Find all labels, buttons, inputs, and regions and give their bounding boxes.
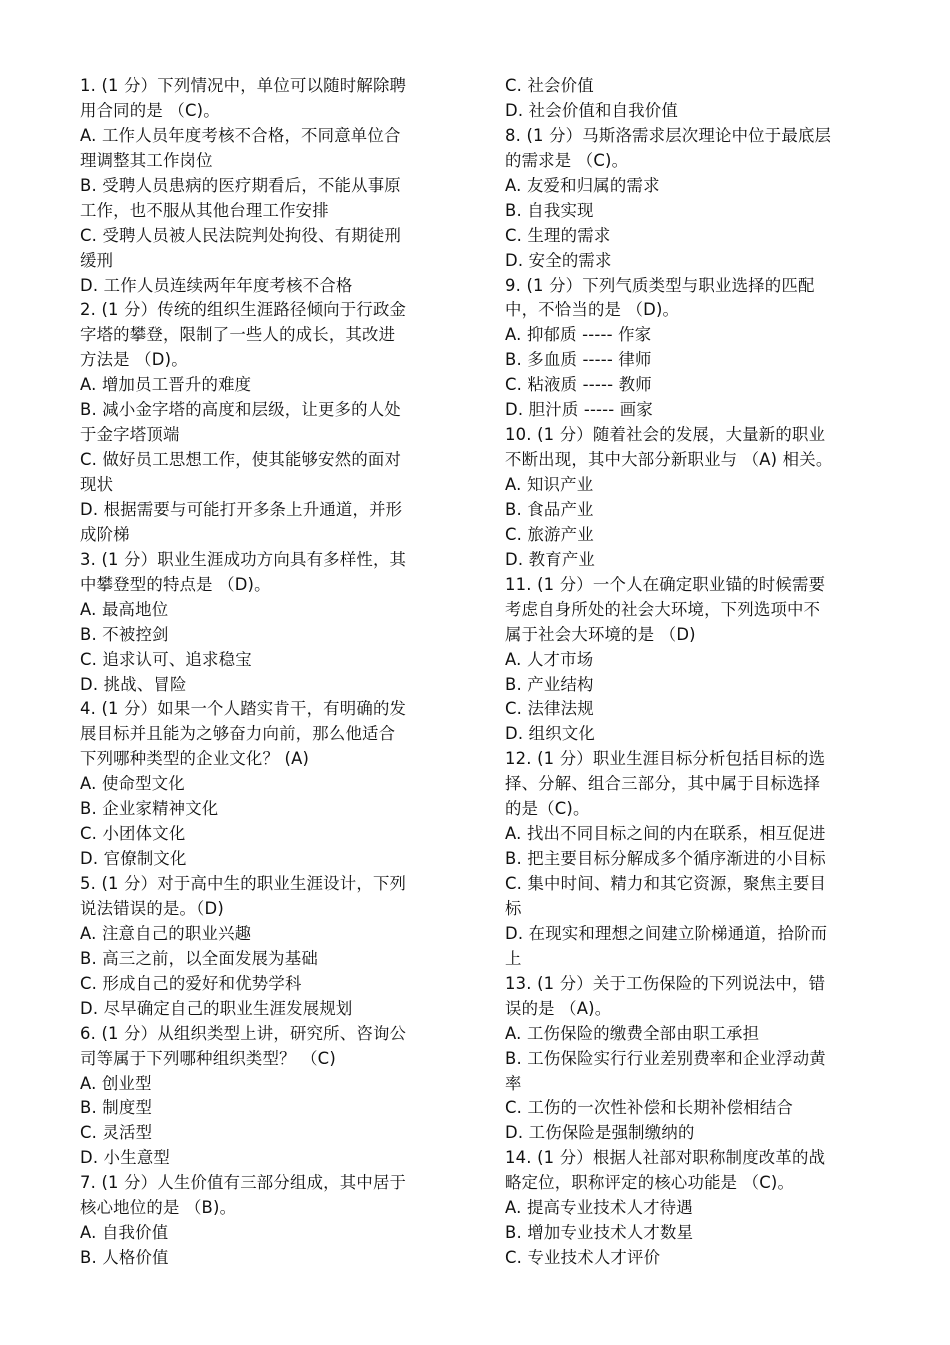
- text-line: B. 制度型: [80, 1098, 153, 1118]
- text-line: C. 粘液质 ----- 教师: [505, 375, 652, 395]
- text-line: 现状: [80, 475, 114, 494]
- text-line: 的是（C)。: [505, 799, 590, 819]
- text-line: D. 官僚制文化: [80, 849, 187, 869]
- text-line: C. 做好员工思想工作，使其能够安然的面对: [80, 450, 402, 470]
- text-line: 10. (1 分）随着社会的发展，大量新的职业: [505, 425, 826, 445]
- text-line: C. 专业技术人才评价: [505, 1248, 661, 1268]
- text-line: 14. (1 分）根据人社部对职称制度改革的战: [505, 1148, 826, 1168]
- text-line: 2. (1 分）传统的组织生涯路径倾向于行政金: [80, 300, 407, 320]
- text-line: 司等属于下列哪种组织类型？ （C): [80, 1048, 336, 1068]
- text-line: 9. (1 分）下列气质类型与职业选择的匹配: [505, 275, 815, 295]
- text-line: B. 高三之前，以全面发展为基础: [80, 948, 318, 968]
- text-line: 3. (1 分）职业生涯成功方向具有多样性，其: [80, 549, 407, 569]
- text-line: C. 集中时间、精力和其它资源，聚焦主要目: [505, 874, 827, 893]
- text-line: C. 生理的需求: [505, 225, 611, 245]
- left-text-column: [80, 74, 450, 1271]
- text-line: 1. (1 分）下列情况中，单位可以随时解除聘: [80, 76, 407, 95]
- text-line: B. 增加专业技术人才数星: [505, 1223, 694, 1243]
- text-line: 用合同的是 （C)。: [80, 100, 220, 120]
- text-line: D. 小生意型: [80, 1148, 171, 1168]
- text-line: B. 自我实现: [505, 200, 594, 220]
- text-line: B. 受聘人员患病的医疗期看后，不能从事原: [80, 175, 401, 195]
- text-line: 12. (1 分）职业生涯目标分析包括目标的选: [505, 749, 826, 769]
- text-line: 核心地位的是 （B)。: [80, 1198, 237, 1218]
- text-line: 上: [505, 948, 522, 968]
- text-line: C. 形成自己的爱好和优势学科: [80, 973, 302, 993]
- text-line: B. 人格价值: [80, 1248, 169, 1268]
- text-line: D. 组织文化: [505, 724, 596, 744]
- text-line: B. 把主要目标分解成多个循序渐进的小目标: [505, 849, 826, 869]
- text-line: 13. (1 分）关于工伤保险的下列说法中，错: [505, 973, 826, 993]
- text-line: 8. (1 分）马斯洛需求层次理论中位于最底层: [505, 125, 832, 145]
- text-line: 率: [505, 1073, 522, 1093]
- text-line: C. 法律法规: [505, 699, 594, 719]
- text-line: B. 不被控剑: [80, 624, 169, 644]
- text-line: A. 注意自己的职业兴趣: [80, 923, 252, 943]
- text-line: A. 抑郁质 ----- 作家: [505, 325, 652, 345]
- right-text-column: [505, 74, 875, 1271]
- text-line: D. 挑战、冒险: [80, 674, 187, 694]
- text-line: B. 减小金字塔的高度和层级，让更多的人处: [80, 400, 401, 420]
- text-line: 工作，也不服从其他台理工作安排: [80, 200, 329, 220]
- text-line: A. 增加员工晋升的难度: [80, 375, 252, 395]
- text-line: D. 社会价值和自我价值: [505, 100, 678, 120]
- text-line: 字塔的攀登，限制了一些人的成长，其改进: [80, 325, 396, 345]
- text-line: 说法错误的是。（D): [80, 898, 224, 918]
- text-line: A. 自我价值: [80, 1223, 169, 1243]
- text-line: C. 社会价值: [505, 76, 594, 95]
- text-line: B. 多血质 ----- 律师: [505, 350, 652, 370]
- text-line: A. 工作人员年度考核不合格，不同意单位合: [80, 125, 401, 145]
- text-line: 理调整其工作岗位: [80, 150, 213, 170]
- text-line: 方法是 （D)。: [80, 350, 188, 370]
- text-line: 误的是 （A)。: [505, 998, 612, 1018]
- text-line: B. 食品产业: [505, 499, 594, 519]
- text-line: A. 友爱和归属的需求: [505, 175, 660, 195]
- text-line: 的需求是 （C)。: [505, 150, 629, 170]
- text-line: 11. (1 分）一个人在确定职业锚的时候需要: [505, 574, 826, 594]
- text-line: 属于社会大环境的是 （D): [505, 624, 696, 644]
- text-line: 下列哪种类型的企业文化？ (A): [80, 749, 310, 769]
- text-line: D. 根据需要与可能打开多条上升通道，并形: [80, 499, 403, 519]
- text-line: 择、分解、组合三部分，其中属于目标选择: [505, 774, 821, 794]
- text-line: D. 工伤保险是强制缴纳的: [505, 1123, 695, 1143]
- text-line: D. 工作人员连续两年年度考核不合格: [80, 275, 353, 295]
- text-line: C. 小团体文化: [80, 824, 186, 844]
- text-line: 6. (1 分）从组织类型上讲，研究所、咨询公: [80, 1023, 407, 1043]
- text-line: D. 胆汁质 ----- 画家: [505, 400, 653, 420]
- text-line: 于金字塔顶端: [80, 425, 180, 445]
- text-line: 展目标并且能为之够奋力向前，那么他适合: [80, 724, 396, 744]
- text-line: 5. (1 分）对于高中生的职业生涯设计，下列: [80, 874, 407, 893]
- text-line: D. 教育产业: [505, 549, 596, 569]
- text-line: 标: [505, 898, 522, 918]
- text-line: D. 在现实和理想之间建立阶梯通道，拾阶而: [505, 923, 828, 943]
- text-line: A. 最高地位: [80, 599, 169, 619]
- text-line: B. 产业结构: [505, 674, 594, 694]
- text-line: 中，不恰当的是 （D)。: [505, 300, 680, 320]
- text-line: D. 尽早确定自己的职业生涯发展规划: [80, 998, 353, 1018]
- text-line: C. 灵活型: [80, 1123, 153, 1143]
- text-line: C. 旅游产业: [505, 524, 594, 544]
- text-line: A. 创业型: [80, 1073, 152, 1093]
- text-line: B. 工伤保险实行行业差别费率和企业浮动黄: [505, 1048, 826, 1068]
- text-line: A. 人才市场: [505, 649, 594, 669]
- text-line: 考虑自身所处的社会大环境，下列选项中不: [505, 599, 821, 619]
- text-line: 4. (1 分）如果一个人踏实肯干，有明确的发: [80, 699, 407, 719]
- text-line: A. 工伤保险的缴费全部由职工承担: [505, 1023, 760, 1043]
- text-line: 成阶梯: [80, 524, 130, 544]
- text-line: C. 工伤的一次性补偿和长期补偿相结合: [505, 1098, 793, 1118]
- text-line: A. 知识产业: [505, 475, 594, 494]
- text-line: 7. (1 分）人生价值有三部分组成，其中居于: [80, 1173, 407, 1193]
- text-line: D. 安全的需求: [505, 250, 612, 270]
- text-line: A. 提高专业技术人才待遇: [505, 1198, 693, 1218]
- text-line: A. 找出不同目标之间的内在联系，相互促进: [505, 824, 826, 844]
- text-line: 略定位，职称评定的核心功能是 （C)。: [505, 1173, 795, 1193]
- text-line: 中攀登型的特点是 （D)。: [80, 574, 271, 594]
- text-line: 不断出现，其中大部分新职业与 （A) 相关。: [505, 450, 833, 470]
- text-line: B. 企业家精神文化: [80, 799, 219, 819]
- text-line: C. 受聘人员被人民法院判处拘役、有期徒刑: [80, 225, 402, 245]
- text-line: C. 追求认可、追求稳宝: [80, 649, 252, 669]
- text-line: 缓刑: [80, 250, 114, 270]
- text-line: A. 使命型文化: [80, 774, 185, 794]
